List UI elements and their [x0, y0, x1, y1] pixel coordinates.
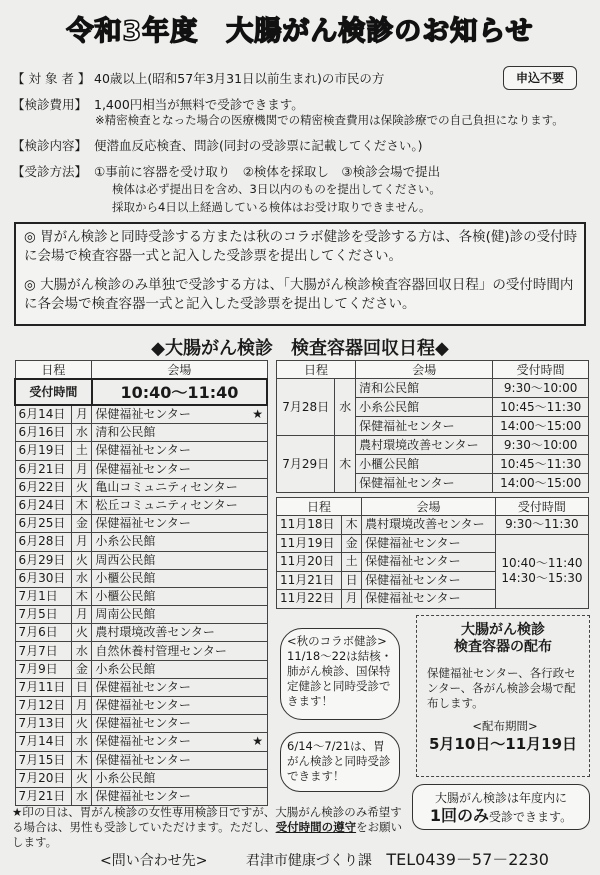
t1-row: [15, 606, 267, 624]
star-footnote: [12, 805, 412, 850]
t1-star: [249, 515, 267, 533]
t1-row: [15, 733, 267, 751]
t1-venue: 小櫃公民館: [92, 569, 249, 587]
t1-date: 7月5日: [15, 606, 72, 624]
t2-time: 10:45～11:30: [493, 398, 589, 417]
t3-weekday: 土: [342, 553, 362, 572]
t1-weekday: 火: [72, 551, 92, 569]
t2-weekday-2: 木: [335, 436, 356, 493]
notice-box: [14, 222, 586, 326]
t1-star: [249, 787, 267, 805]
t1-star: [249, 478, 267, 496]
t1-weekday: 金: [72, 660, 92, 678]
t1-date: 7月9日: [15, 660, 72, 678]
t2-venue: 清和公民館: [356, 379, 493, 398]
t2-venue: 小櫃公民館: [356, 455, 493, 474]
dist-title-1: 大腸がん検診: [461, 622, 545, 638]
t1-date: 7月7日: [15, 642, 72, 660]
t1-weekday: 金: [72, 515, 92, 533]
t2-header-venue: 会場: [356, 361, 493, 379]
t1-venue: 清和公民館: [92, 424, 249, 442]
method-label: 【受診方法】: [12, 164, 88, 179]
t3-date: 11月18日: [277, 516, 342, 535]
t1-star: [249, 715, 267, 733]
content-text: 便潜血反応検査、問診(同封の受診票に記載してください。): [94, 138, 423, 153]
t3-date: 11月22日: [277, 590, 342, 609]
page-title: 令和3年度 大腸がん検診のお知らせ: [66, 16, 534, 47]
schedule-table-november: [276, 497, 589, 609]
t1-weekday: 火: [72, 478, 92, 496]
t1-header-venue: 会場: [92, 361, 267, 380]
t2-header-time: 受付時間: [493, 361, 589, 379]
t1-date: 6月14日: [15, 405, 72, 424]
t1-date: 6月21日: [15, 460, 72, 478]
t1-venue: 小糸公民館: [92, 769, 249, 787]
t2-time: 10:45～11:30: [493, 455, 589, 474]
t1-weekday: 水: [72, 787, 92, 805]
notice-line-2: ◎ 大腸がん検診のみ単独で受診する方は、「大腸がん検診検査容器回収日程」の受付時間内に各会場で検査容器一式と記入した受診票を提出してください。: [24, 277, 574, 312]
schedule-table-june-july: [14, 360, 268, 806]
method-text: ①事前に容器を受け取り ②検体を採取し ③検診会場で提出: [94, 164, 441, 179]
t1-venue: 亀山コミュニティセンター: [92, 478, 249, 496]
once-per-year-box: [412, 784, 590, 830]
container-distribution-box: [416, 615, 590, 777]
t1-weekday: 水: [72, 642, 92, 660]
stomach-checkup-bubble: 6/14～7/21は、胃がん検診と同時受診できます！: [280, 732, 400, 792]
t1-star: [249, 697, 267, 715]
t1-header-date: 日程: [15, 361, 92, 380]
t1-date: 6月25日: [15, 515, 72, 533]
once-line-2: [413, 807, 589, 826]
fee-label: 【検診費用】: [12, 97, 88, 112]
t2-venue: 保健福祉センター: [356, 417, 493, 436]
t1-row: [15, 515, 267, 533]
t1-weekday: 月: [72, 697, 92, 715]
contact-tel: TEL0439－57－2230: [386, 850, 549, 869]
t1-row: [15, 496, 267, 514]
t3-date: 11月20日: [277, 553, 342, 572]
t1-row: [15, 660, 267, 678]
contact-dept: 君津市健康づくり課: [245, 853, 372, 869]
t1-venue: 保健福祉センター: [92, 442, 249, 460]
t1-weekday: 火: [72, 715, 92, 733]
t1-weekday: 月: [72, 533, 92, 551]
t3-time-2: 10:40～11:40 14:30～15:30: [495, 534, 588, 608]
t1-row: [15, 787, 267, 805]
t1-venue: 保健福祉センター: [92, 751, 249, 769]
t3-weekday: 月: [342, 590, 362, 609]
t3-weekday: 日: [342, 571, 362, 590]
t2-time: 14:00～15:00: [493, 474, 589, 493]
t3-header-date: 日程: [277, 498, 362, 516]
t1-row: [15, 587, 267, 605]
t1-star: [249, 769, 267, 787]
t1-star: ★: [249, 733, 267, 751]
t3-venue: 保健福祉センター: [362, 590, 496, 609]
t1-row: [15, 478, 267, 496]
footnote-text: ★印の日は、胃がん検診の女性専用検診日ですが、大腸がん検診のみ希望する場合は、男性も受診していただけます。ただし、: [12, 805, 402, 834]
t1-venue: 保健福祉センター: [92, 787, 249, 805]
t1-star: [249, 442, 267, 460]
t2-time: 9:30～10:00: [493, 379, 589, 398]
t1-row: [15, 551, 267, 569]
target-row: [12, 70, 384, 87]
contact-line: [100, 850, 600, 871]
t1-weekday: 月: [72, 606, 92, 624]
dist-body: 保健福祉センター、各行政センター、各がん検診会場で配布します。: [427, 666, 576, 710]
t1-venue: 農村環境改善センター: [92, 624, 249, 642]
t3-venue: 農村環境改善センター: [362, 516, 496, 535]
t1-row: [15, 678, 267, 696]
t1-venue: 保健福祉センター: [92, 515, 249, 533]
t1-row: [15, 460, 267, 478]
t1-weekday: 木: [72, 751, 92, 769]
t1-date: 6月22日: [15, 478, 72, 496]
t1-date: 7月1日: [15, 587, 72, 605]
t1-row: [15, 569, 267, 587]
t1-weekday: 火: [72, 624, 92, 642]
t1-venue: 保健福祉センター: [92, 405, 249, 424]
t2-venue: 小糸公民館: [356, 398, 493, 417]
target-text: 40歳以上(昭和57年3月31日以前生まれ)の市民の方: [94, 71, 385, 86]
t3-time-1: 9:30～11:30: [495, 516, 588, 535]
t1-venue: 自然休養村管理センター: [92, 642, 249, 660]
t1-venue: 保健福祉センター: [92, 678, 249, 696]
dist-title-2: 検査容器の配布: [454, 639, 552, 655]
t1-star: [249, 624, 267, 642]
t2-header-date: 日程: [277, 361, 356, 379]
content-label: 【検診内容】: [12, 138, 88, 153]
t3-date: 11月21日: [277, 571, 342, 590]
schedule-table-july-late: [276, 360, 589, 493]
fee-text: 1,400円相当が無料で受診できます。: [94, 97, 304, 112]
t1-weekday: 水: [72, 733, 92, 751]
t1-weekday: 月: [72, 405, 92, 424]
t1-venue: 周南公民館: [92, 606, 249, 624]
t3-venue: 保健福祉センター: [362, 534, 496, 553]
t1-weekday: 木: [72, 496, 92, 514]
t2-date-1: 7月28日: [277, 379, 335, 436]
t1-date: 7月20日: [15, 769, 72, 787]
t2-date-2: 7月29日: [277, 436, 335, 493]
t1-star: [249, 424, 267, 442]
t1-date: 7月6日: [15, 624, 72, 642]
t1-star: [249, 642, 267, 660]
t1-venue: 小糸公民館: [92, 660, 249, 678]
t2-weekday-1: 水: [335, 379, 356, 436]
t1-star: [249, 533, 267, 551]
dist-period: 5月10日～11月19日: [428, 735, 578, 753]
t1-weekday: 月: [72, 460, 92, 478]
t1-date: 6月24日: [15, 496, 72, 514]
t1-star: [249, 751, 267, 769]
t1-date: 6月30日: [15, 569, 72, 587]
t1-star: [249, 606, 267, 624]
t1-date: 7月11日: [15, 678, 72, 696]
t1-star: [249, 551, 267, 569]
notice-line-1: ◎ 胃がん検診と同時受診する方または秋のコラボ健診を受診する方は、各検(健)診の受付時に会場で検査容器一式と記入した受診票を提出してください。: [24, 229, 578, 264]
t1-star: ★: [249, 405, 267, 424]
t3-weekday: 金: [342, 534, 362, 553]
t1-row: [15, 697, 267, 715]
t1-row: [15, 715, 267, 733]
t1-venue: 松丘コミュニティセンター: [92, 496, 249, 514]
t1-venue: 保健福祉センター: [92, 460, 249, 478]
fee-row: [12, 96, 304, 113]
t1-row: [15, 642, 267, 660]
t1-row: [15, 769, 267, 787]
t2-time: 9:30～10:00: [493, 436, 589, 455]
content-row: [12, 137, 423, 154]
t3-venue: 保健福祉センター: [362, 553, 496, 572]
t1-star: [249, 660, 267, 678]
t3-venue: 保健福祉センター: [362, 571, 496, 590]
t2-time: 14:00～15:00: [493, 417, 589, 436]
t1-date: 6月28日: [15, 533, 72, 551]
target-label: 【 対 象 者 】: [12, 71, 91, 86]
footnote-bold: 受付時間の遵守: [275, 820, 357, 834]
t1-reception-label: 受付時間: [15, 379, 92, 405]
t1-row: [15, 424, 267, 442]
once-bold: 1回のみ: [429, 806, 490, 825]
t1-weekday: 水: [72, 424, 92, 442]
t1-date: 6月19日: [15, 442, 72, 460]
t1-row: [15, 405, 267, 424]
t1-row: [15, 533, 267, 551]
t2-venue: 農村環境改善センター: [356, 436, 493, 455]
t1-reception-time: 10:40～11:40: [92, 379, 267, 405]
t1-star: [249, 569, 267, 587]
t1-row: [15, 442, 267, 460]
t1-weekday: 水: [72, 569, 92, 587]
t1-weekday: 日: [72, 678, 92, 696]
t1-date: 7月14日: [15, 733, 72, 751]
t1-star: [249, 678, 267, 696]
t1-weekday: 火: [72, 769, 92, 787]
collabo-checkup-bubble: <秋のコラボ健診> 11/18～22は結核・肺がん検診、国保特定健診と同時受診できます！: [280, 628, 400, 720]
t3-header-time: 受付時間: [495, 498, 588, 516]
t1-row: [15, 751, 267, 769]
t3-date: 11月19日: [277, 534, 342, 553]
t1-star: [249, 496, 267, 514]
dist-period-label: <配布期間>: [472, 719, 538, 733]
footnote-tail: をお願いします。: [12, 820, 403, 849]
fee-note: ※精密検査となった場合の医療機関での精密検査費用は保険診療での自己負担になります。: [95, 113, 564, 127]
t1-row: [15, 624, 267, 642]
t1-venue: 周西公民館: [92, 551, 249, 569]
t1-star: [249, 460, 267, 478]
t1-date: 7月12日: [15, 697, 72, 715]
method-note-1: 検体は必ず提出日を含め、3日以内のものを提出してください。: [112, 182, 441, 196]
no-application-badge: 申込不要: [503, 66, 577, 90]
t3-header-venue: 会場: [362, 498, 496, 516]
contact-label: <問い合わせ先>: [100, 853, 208, 869]
t1-venue: 保健福祉センター: [92, 733, 249, 751]
schedule-title: ◆大腸がん検診 検査容器回収日程◆: [151, 338, 449, 359]
t1-venue: 小櫃公民館: [92, 587, 249, 605]
t1-date: 7月13日: [15, 715, 72, 733]
t3-weekday: 木: [342, 516, 362, 535]
t1-venue: 小糸公民館: [92, 533, 249, 551]
t1-date: 6月16日: [15, 424, 72, 442]
t1-venue: 保健福祉センター: [92, 697, 249, 715]
t1-date: 7月15日: [15, 751, 72, 769]
t1-date: 6月29日: [15, 551, 72, 569]
method-note-2: 採取から4日以上経過している検体はお受け取りできません。: [112, 200, 431, 214]
t1-star: [249, 587, 267, 605]
t1-venue: 保健福祉センター: [92, 715, 249, 733]
t1-weekday: 木: [72, 587, 92, 605]
method-row: [12, 163, 440, 180]
t1-date: 7月21日: [15, 787, 72, 805]
once-line-1: 大腸がん検診は年度内に: [434, 791, 567, 805]
once-rest: 受診できます。: [489, 810, 573, 824]
t2-venue: 保健福祉センター: [356, 474, 493, 493]
t1-weekday: 土: [72, 442, 92, 460]
